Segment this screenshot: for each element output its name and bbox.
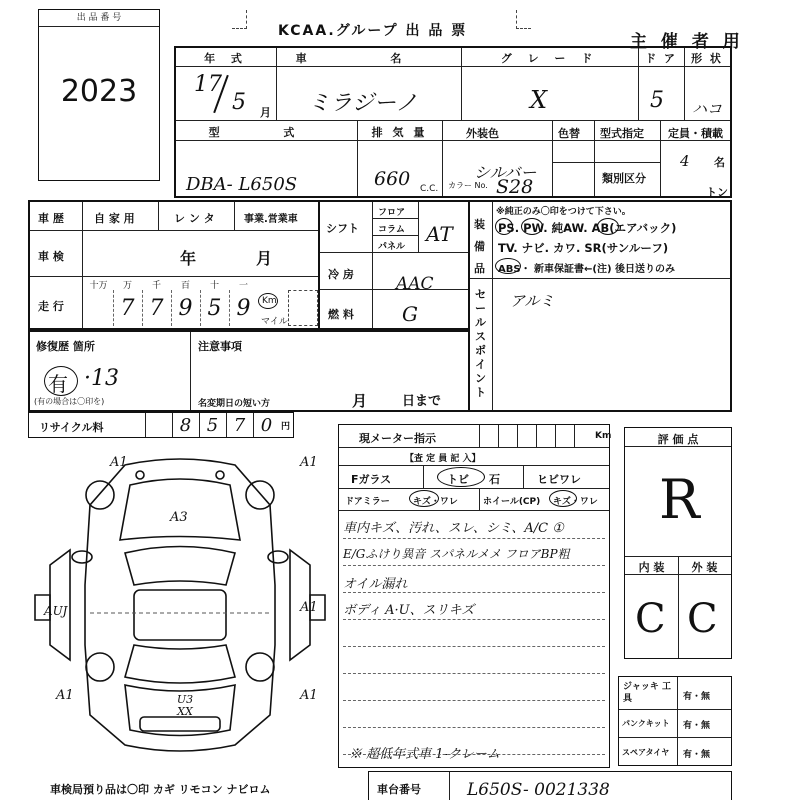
km-unit: Km [262,296,277,306]
mileage-digit: 5 [207,296,222,321]
inspection-label: 車 検 [38,250,64,263]
repair-note: (有の場合は〇印を) [34,397,105,406]
mileage-stamp-box [288,290,318,326]
puncture-availability: 有・無 [683,721,711,731]
car-name-header: 車 名 [295,52,442,65]
meter-cell [574,425,575,447]
score-value: R [659,468,700,531]
chassis-box [368,771,732,800]
recycle-cell [145,413,172,437]
inspection-year-unit: 年 [180,249,197,268]
chassis-label: 車台番号 [377,783,421,796]
history-private: 自 家 用 [94,212,135,225]
footer-items-note: 車検局預り品は〇印 カギ リモコン ナビロム [50,783,271,796]
spare-label: スペアタイヤ [622,748,670,757]
equipment-note: ※純正のみ〇印をつけて下さい。 [496,207,631,217]
mileage-unit-label: 十 [209,281,219,291]
damage-mark-a1-left-bottom: A1 [56,688,74,703]
model-type: DBA- L650S [186,174,298,195]
cooling-label: 冷 房 [328,268,354,281]
meter-cell [479,425,480,447]
mileage-unit-label: 一 [238,281,248,291]
mileage-divider [229,290,230,326]
inspection-line-4: ボディ A·U、スリキズ [343,603,475,618]
color-header: 外装色 [466,127,499,140]
deadline-label: 名変期日の短い方 [198,399,271,409]
repair-value: 有 [48,372,68,396]
damage-mark-u3: U3 XX [176,693,194,718]
shift-floor: フロア [378,208,406,218]
wheel-label: ホイール(CP) [483,497,541,507]
recycle-digit: 7 [233,415,246,436]
meter-km: Km [595,431,612,441]
equipment-line3: ABS・ 新車保証書←(注) 後日送りのみ [498,264,676,275]
meter-cell [517,425,518,447]
crop-mark [516,10,531,29]
car-damage-diagram [30,445,330,775]
repair-extra: ·13 [84,366,119,391]
grade-box [624,427,732,659]
recycle-block [28,412,294,438]
inspection-month-unit: 月 [256,249,273,268]
writing-line [343,673,605,674]
cc-unit: C.C. [420,184,439,194]
sales-point-label: セールスポイント [475,288,486,399]
jack-label: ジャッキ 工 具 [623,682,671,704]
mileage-divider [142,290,143,326]
meter-cell [536,425,537,447]
shape-header: 形 状 [691,52,723,65]
crop-mark [232,10,247,29]
type-cert-header: 型式指定 [600,127,644,140]
equipment-line2: TV. ナビ. カワ. SR(サンルーフ) [498,241,669,255]
exterior-label: 外 装 [691,561,718,574]
color-no-label: カラー No. [448,181,488,190]
history-business: 事業.営業車 [244,214,298,225]
model-month: 5 [232,90,246,115]
type-header: 型 式 [208,126,325,139]
mileage-unit-label: 百 [180,281,190,291]
class-header: 類別区分 [602,172,646,185]
mileage-unit-label: 十万 [89,281,108,291]
writing-line [343,619,605,620]
mileage-digit: 9 [236,296,251,321]
year-header: 年 式 [204,52,248,65]
recycle-digit: 0 [260,415,273,436]
writing-line [343,754,605,755]
deadline-month: 月 [352,392,368,410]
mileage-digit: 9 [178,296,193,321]
meter-cell [555,425,556,447]
shift-column: コラム [378,225,405,235]
mileage-divider [171,290,172,326]
damage-mark-auj: AUJ [44,604,68,618]
ishi-label: 石 [489,473,500,486]
interior-label: 内 装 [638,561,665,574]
shift-label: シフト [326,222,359,235]
history-rental: レ ン タ [174,212,215,225]
km-circle [258,293,278,309]
inspection-footer: ※ 超低年式車 1-クレーム [349,747,500,762]
capacity: 4 [680,152,690,170]
exterior-grade: C [687,596,718,642]
copy-label: 主 催 者 用 [630,32,744,52]
capacity-unit: 名 [714,156,725,169]
equip-circle-abs [495,258,521,274]
fuel-label: 燃 料 [328,308,354,321]
equipment-line1: PS. PW. 純AW. AB(エアバック) [498,221,677,235]
writing-line [343,538,605,539]
lot-number-box [38,9,160,181]
inspection-line-1: 車内キズ、汚れ、スレ、シミ、A/C ① [343,521,564,536]
repair-label: 修復歴 箇所 [36,340,95,353]
interior-grade: C [635,596,666,642]
fglass-label: Fガラス [351,473,392,486]
mileage-divider [113,290,114,326]
mirror-label: ドアミラー [345,497,390,507]
color-no: S28 [496,176,534,198]
fuel-value: G [402,302,418,326]
tobi-circle [437,467,485,487]
writing-line [343,646,605,647]
inspector-title: 【査 定 員 記 入】 [405,454,481,464]
damage-mark-a1-right-top: A1 [300,455,318,470]
wheel-scratch-circle [549,490,577,507]
car-name: ミラジーノ [308,91,418,116]
displacement-header: 排 気 量 [371,126,428,139]
damage-mark-a1-top: A1 [110,455,128,470]
form-title: KCAA.グループ 出 品 票 [278,23,468,39]
damage-mark-a1-right-bottom: A1 [300,688,318,703]
color-change-header: 色替 [558,127,580,140]
body-shape: ハコ [692,100,723,118]
jack-availability: 有・無 [683,692,711,702]
writing-line [343,727,605,728]
mileage-digit: 7 [149,296,164,321]
displacement: 660 [374,168,411,190]
repair-block [28,330,470,412]
writing-line [343,592,605,593]
mile-unit: マイル [261,317,288,327]
drivetrain-block [318,200,470,330]
recycle-digit: 8 [179,415,192,436]
equip-circle-ps [495,218,513,235]
ton-unit: トン [706,186,728,199]
tobi-label: トビ [447,473,469,486]
shift-panel: パネル [378,242,406,252]
deadline-day: 日まで [402,394,442,409]
writing-line [343,565,605,566]
lot-number: 2023 [60,74,138,109]
sales-point-value: アルミ [510,292,555,310]
recycle-digit: 5 [206,415,219,436]
capacity-header: 定員・積載 [668,127,723,140]
inspection-line-3: オイル漏れ [343,577,408,592]
mirror-options: キズ・ワレ [413,497,458,507]
recycle-unit: 円 [281,422,291,432]
cooling-value: AAC [396,274,434,294]
equipment-block [468,200,732,412]
exterior-color: シルバー [474,163,537,182]
score-label: 評 価 点 [657,433,699,446]
wheel-options: キズ・ワレ [553,497,598,507]
grade-value: X [530,86,548,114]
lot-number-label: 出 品 番 号 [39,10,159,27]
equip-circle-ab [597,218,619,235]
mileage-unit-label: 千 [151,281,161,291]
puncture-label: パンクキット [622,719,670,728]
equip-circle-pw [521,218,543,235]
meter-cell [498,425,499,447]
hibiware-label: ヒビワレ [537,473,581,486]
mileage-digit: 7 [120,296,135,321]
model-year: 17 [194,72,222,97]
inspection-line-2: E/Gふけり異音 スパネルメメ フロアBP粗 [343,547,570,561]
meter-label: 現メーター指示 [359,432,436,445]
spare-availability: 有・無 [683,750,711,760]
inspection-block [338,424,610,768]
door-header: ド ア [645,52,677,65]
equipment-label: 装 備 品 [474,218,485,275]
door-count: 5 [650,88,664,113]
mileage-label: 走 行 [38,300,64,313]
recycle-label: リサイクル料 [39,421,104,434]
history-block [28,200,320,330]
notes-label: 注意事項 [198,340,242,353]
vehicle-info-grid [174,46,732,198]
history-label: 車 歴 [38,212,64,225]
mileage-unit-label: 万 [122,281,132,291]
chassis-number: L650S- 0021338 [467,780,610,800]
damage-mark-a3: A3 [170,510,188,525]
writing-line [343,700,605,701]
shift-value: AT [426,222,453,246]
grade-header: グ レ ー ド [500,52,599,65]
month-unit: 月 [260,106,271,119]
damage-mark-a1-right: A1 [300,600,318,615]
mirror-scratch-circle [409,490,439,507]
tools-box [618,676,732,766]
mileage-divider [200,290,201,326]
